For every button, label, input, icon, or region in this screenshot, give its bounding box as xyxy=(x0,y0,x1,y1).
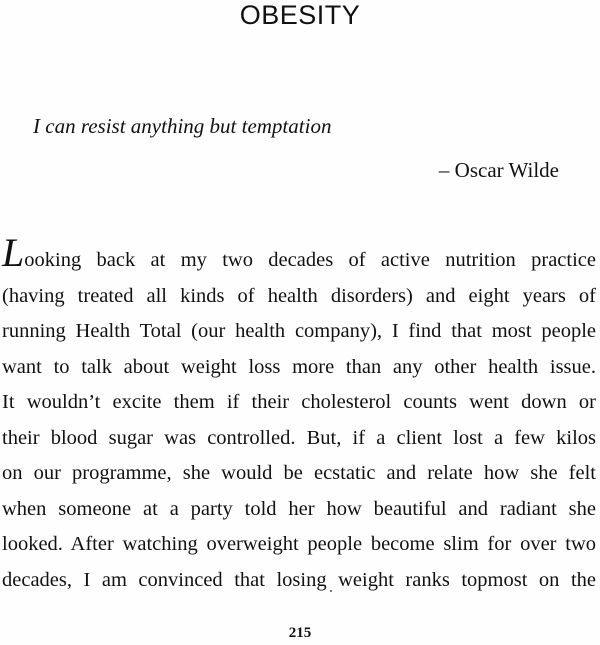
scan-speck xyxy=(330,590,332,592)
body-line xyxy=(2,230,596,279)
body-line: their blood sugar was controlled. But, if a client lost a few kilos xyxy=(2,426,596,449)
body-line-text: ooking back at my two decades of active nutrition practice xyxy=(24,249,596,271)
body-line: on our programme, she would be ecstatic and relate how she felt xyxy=(2,462,596,484)
body-line: when someone at a party told her how beautiful and radiant she xyxy=(2,497,596,520)
body-line: looked. After watching overweight people become slim for over two xyxy=(2,533,596,555)
chapter-title: OBESITY xyxy=(239,0,361,30)
drop-cap: L xyxy=(2,230,25,275)
body-paragraph xyxy=(2,230,596,598)
epigraph-quote: I can resist anything but temptation xyxy=(33,114,332,138)
page-number: 215 xyxy=(288,625,312,641)
body-line: running Health Total (our health company), I find that most people xyxy=(2,320,596,342)
body-line: It wouldn’t excite them if their cholesterol counts went down or xyxy=(2,391,596,413)
body-line: want to talk about weight loss more than any other health issue. xyxy=(2,355,596,378)
body-line: (having treated all kinds of health disorders) and eight years of xyxy=(2,284,596,307)
epigraph-attribution: – Oscar Wilde xyxy=(438,158,559,182)
body-line: decades, I am convinced that losing weight ranks topmost on the xyxy=(2,568,596,591)
